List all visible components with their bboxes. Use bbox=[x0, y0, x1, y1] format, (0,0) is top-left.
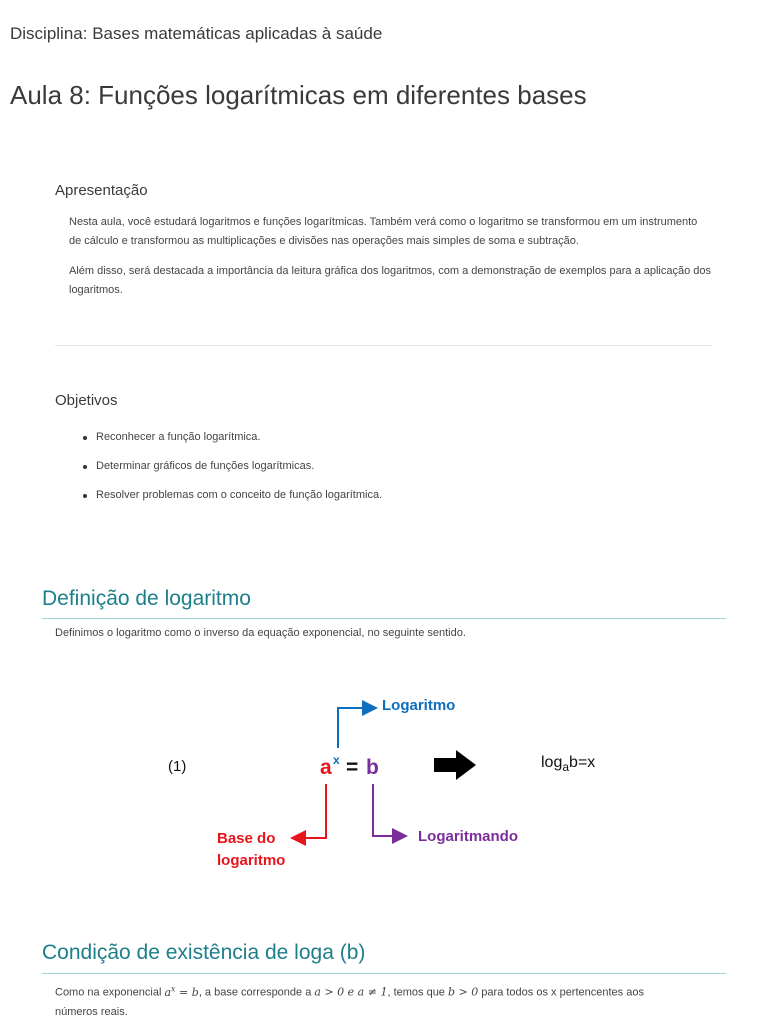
existence-text bbox=[55, 979, 725, 1022]
definition-text: Definimos o logaritmo como o inverso da equação exponencial, no seguinte sentido. bbox=[55, 627, 466, 639]
existence-text-start: Como na exponencial bbox=[55, 986, 162, 999]
page-title: Aula 8: Funções logarítmicas em diferentes bases bbox=[10, 80, 587, 110]
existence-heading: Condição de existência de loga (b) bbox=[42, 941, 366, 964]
objectives-label: Objetivos bbox=[55, 392, 118, 409]
list-item bbox=[83, 489, 712, 518]
bullet-icon bbox=[83, 465, 87, 469]
objective-text: Reconhecer a função logarítmica. bbox=[96, 431, 261, 443]
logarithm-diagram-svg bbox=[160, 690, 620, 880]
equals-sign: = bbox=[346, 756, 359, 779]
definition-heading-rule bbox=[42, 618, 726, 619]
base-letter: a bbox=[320, 756, 332, 779]
bullet-icon bbox=[83, 494, 87, 498]
exponent-letter: x bbox=[333, 753, 340, 767]
log-formula bbox=[541, 754, 595, 774]
list-item bbox=[83, 460, 712, 489]
existence-text-mid1: , a base corresponde a bbox=[198, 986, 312, 999]
equation-number: (1) bbox=[168, 758, 187, 775]
definition-heading: Definição de logaritmo bbox=[42, 587, 251, 610]
label-logaritmo: Logaritmo bbox=[382, 697, 456, 714]
math-exponential bbox=[164, 986, 198, 999]
section-divider bbox=[55, 345, 712, 346]
base-arrow bbox=[294, 784, 326, 838]
existence-text-line2: números reais. bbox=[55, 1005, 128, 1018]
list-item bbox=[83, 431, 712, 460]
label-base-line1: Base do bbox=[217, 830, 276, 847]
math-base: a bbox=[164, 985, 172, 999]
existence-text-end: para todos os x pertencentes aos bbox=[478, 986, 644, 999]
presentation-paragraph-1: Nesta aula, você estudará logaritmos e funções logarítmicas. Também verá como o logaritmo se transformou em um instrumento de cálculo e transformou as multiplicações e divisões nas operações mais simples de soma e subtração. bbox=[69, 216, 698, 247]
existence-text-mid2: , temos que bbox=[387, 986, 445, 999]
logarithm-diagram bbox=[160, 690, 620, 880]
presentation-paragraph-2: Além disso, será destacada a importância da leitura gráfica dos logaritmos, com a demonstração de exemplos para a aplicação dos logaritmos. bbox=[69, 265, 712, 296]
math-exponent: x bbox=[171, 984, 176, 993]
label-logaritmando: Logaritmando bbox=[418, 828, 518, 845]
presentation-section bbox=[55, 182, 712, 311]
objectives-section bbox=[55, 392, 712, 518]
math-equals-b: = b bbox=[175, 985, 199, 999]
objective-text: Resolver problemas com o conceito de função logarítmica. bbox=[96, 489, 383, 501]
label-base-line2: logaritmo bbox=[217, 852, 286, 869]
discipline-title: Disciplina: Bases matemáticas aplicadas à saúde bbox=[10, 24, 383, 43]
bullet-icon bbox=[83, 436, 87, 440]
result-letter: b bbox=[366, 756, 379, 779]
result-arrow bbox=[373, 784, 404, 836]
formula-log: log bbox=[541, 754, 563, 771]
math-b-condition: b > 0 bbox=[448, 985, 479, 999]
math-base-condition: a > 0 e a ≠ 1 bbox=[314, 985, 388, 999]
existence-heading-rule bbox=[42, 973, 726, 974]
implies-arrow-icon bbox=[434, 750, 476, 780]
formula-sub: a bbox=[562, 760, 570, 774]
formula-rest: b=x bbox=[569, 754, 596, 771]
objectives-list bbox=[55, 431, 712, 518]
exponent-arrow bbox=[338, 708, 374, 748]
presentation-label: Apresentação bbox=[55, 182, 148, 199]
objective-text: Determinar gráficos de funções logarítmicas. bbox=[96, 460, 315, 472]
